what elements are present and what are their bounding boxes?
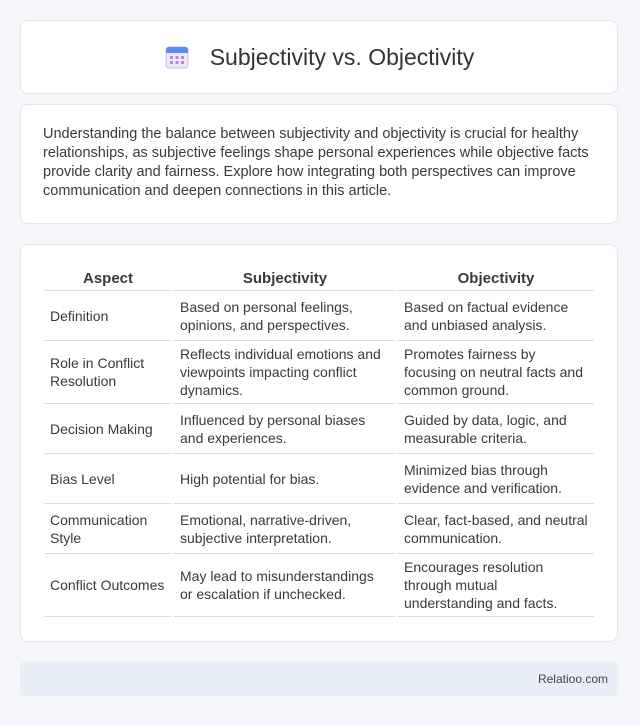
subjectivity-cell: High potential for bias.	[174, 454, 396, 504]
objectivity-cell: Based on factual evidence and unbiased analysis.	[398, 291, 594, 341]
objectivity-cell: Clear, fact-based, and neutral communication.	[398, 504, 594, 554]
aspect-cell: Bias Level	[44, 454, 172, 504]
footer-brand: Relatioo.com	[537, 672, 608, 686]
header-aspect: Aspect	[44, 265, 172, 291]
intro-card	[20, 104, 618, 224]
table-row	[44, 454, 594, 504]
objectivity-cell: Minimized bias through evidence and verification.	[398, 454, 594, 504]
header-subjectivity: Subjectivity	[174, 265, 396, 291]
table-row	[44, 404, 594, 454]
aspect-cell: Decision Making	[44, 404, 172, 454]
objectivity-cell: Guided by data, logic, and measurable criteria.	[398, 404, 594, 454]
aspect-cell: Communication Style	[44, 504, 172, 554]
table-row	[44, 341, 594, 404]
table-card	[20, 244, 618, 642]
title-card	[20, 20, 618, 94]
subjectivity-cell: May lead to misunderstandings or escalation if unchecked.	[174, 554, 396, 617]
comparison-table	[42, 265, 596, 617]
subjectivity-cell: Emotional, narrative-driven, subjective interpretation.	[174, 504, 396, 554]
aspect-cell: Definition	[44, 291, 172, 341]
footer	[20, 662, 618, 696]
subjectivity-cell: Based on personal feelings, opinions, and perspectives.	[174, 291, 396, 341]
intro-text: Understanding the balance between subjectivity and objectivity is crucial for healthy relationships, as subjective feelings shape personal experiences while objective facts provide clarity and fairness. Explore how integrating both perspectives can improve communication and deepen connections in this article.	[43, 126, 589, 199]
table-row	[44, 554, 594, 617]
table-row	[44, 504, 594, 554]
header-objectivity: Objectivity	[398, 265, 594, 291]
aspect-cell: Conflict Outcomes	[44, 554, 172, 617]
subjectivity-cell: Reflects individual emotions and viewpoints impacting conflict dynamics.	[174, 341, 396, 404]
objectivity-cell: Promotes fairness by focusing on neutral facts and common ground.	[398, 341, 594, 404]
subjectivity-cell: Influenced by personal biases and experiences.	[174, 404, 396, 454]
table-row	[44, 291, 594, 341]
page-title: Subjectivity vs. Objectivity	[209, 43, 475, 70]
calendar-icon	[164, 44, 190, 70]
table-header-row	[44, 265, 594, 291]
objectivity-cell: Encourages resolution through mutual understanding and facts.	[398, 554, 594, 617]
aspect-cell: Role in Conflict Resolution	[44, 341, 172, 404]
